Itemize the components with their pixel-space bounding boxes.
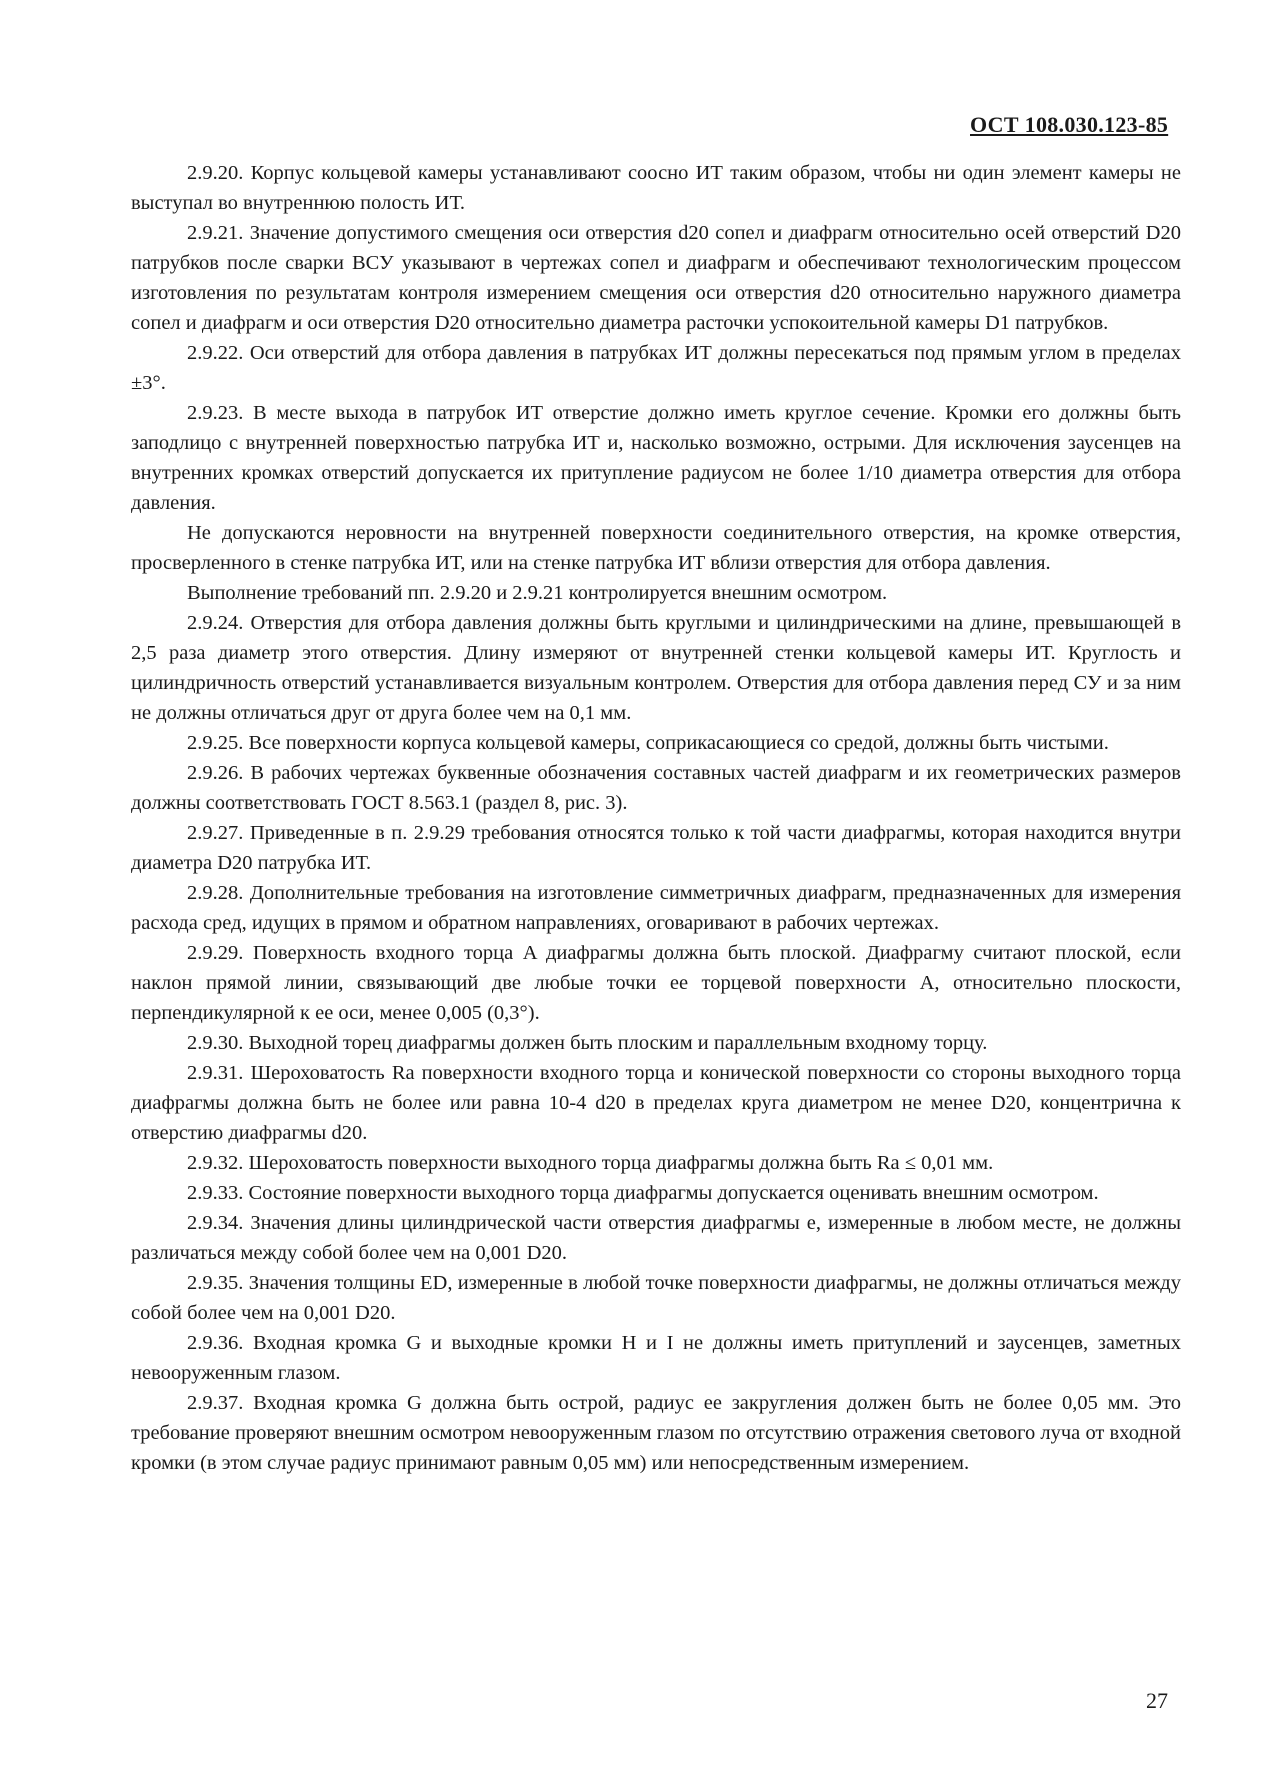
paragraph-2-9-37: 2.9.37. Входная кромка G должна быть острой, радиус ее закругления должен быть не более 0,05 мм. Это требование проверяют внешним осмотром невооруженным глазом по отсутствию отражения светового луча от входной кромки (в этом случае радиус принимают равным 0,05 мм) или непосредственным измерением. [131,1392,1181,1474]
paragraph-2-9-33: 2.9.33. Состояние поверхности выходного торца диафрагмы допускается оценивать внешним осмотром. [187,1182,1099,1204]
paragraph-2-9-27: 2.9.27. Приведенные в п. 2.9.29 требования относятся только к той части диафрагмы, которая находится внутри диаметра D20 патрубка ИТ. [131,822,1181,874]
page-number: 27 [1146,1688,1168,1713]
paragraph-2-9-34: 2.9.34. Значения длины цилиндрической части отверстия диафрагмы e, измеренные в любом месте, не должны различаться между собой более чем на 0,001 D20. [131,1212,1181,1264]
paragraph-inspection-note: Выполнение требований пп. 2.9.20 и 2.9.21 контролируется внешним осмотром. [187,582,888,604]
paragraph-2-9-31: 2.9.31. Шероховатость Ra поверхности входного торца и конической поверхности со стороны выходного торца диафрагмы должна быть не более или равна 10-4 d20 в пределах круга диаметром не менее D20, концентрична к отверстию диафрагмы d20. [131,1062,1181,1144]
paragraph-irregularities: Не допускаются неровности на внутренней поверхности соединительного отверстия, на кромке отверстия, просверленного в стенке патрубка ИТ, или на стенке патрубка ИТ вблизи отверстия для отбора давления. [131,522,1181,574]
paragraph-2-9-32: 2.9.32. Шероховатость поверхности выходного торца диафрагмы должна быть Ra ≤ 0,01 мм. [187,1152,994,1174]
paragraph-2-9-25: 2.9.25. Все поверхности корпуса кольцевой камеры, соприкасающиеся со средой, должны быть чистыми. [187,732,1109,754]
document-code-header: ОСТ 108.030.123-85 [970,112,1169,137]
paragraph-2-9-22: 2.9.22. Оси отверстий для отбора давления в патрубках ИТ должны пересекаться под прямым углом в пределах ±3°. [131,342,1181,394]
paragraph-2-9-26: 2.9.26. В рабочих чертежах буквенные обозначения составных частей диафрагм и их геометрических размеров должны соответствовать ГОСТ 8.563.1 (раздел 8, рис. 3). [131,762,1181,814]
document-body [131,158,1181,1478]
paragraph-2-9-21: 2.9.21. Значение допустимого смещения оси отверстия d20 сопел и диафрагм относительно осей отверстий D20 патрубков после сварки ВСУ указывают в чертежах сопел и диафрагм и обеспечивают технологическим процессом изготовления по результатам контроля измерением смещения оси отверстия d20 относительно наружного диаметра сопел и диафрагм и оси отверстия D20 относительно диаметра расточки успокоительной камеры D1 патрубков. [131,222,1181,334]
paragraph-2-9-23: 2.9.23. В месте выхода в патрубок ИТ отверстие должно иметь круглое сечение. Кромки его должны быть заподлицо с внутренней поверхностью патрубка ИТ и, насколько возможно, острыми. Для исключения заусенцев на внутренних кромках отверстий допускается их притупление радиусом не более 1/10 диаметра отверстия для отбора давления. [131,402,1181,514]
paragraph-2-9-30: 2.9.30. Выходной торец диафрагмы должен быть плоским и параллельным входному торцу. [187,1032,988,1054]
paragraph-2-9-29: 2.9.29. Поверхность входного торца A диафрагмы должна быть плоской. Диафрагму считают плоской, если наклон прямой линии, связывающий две любые точки ее торцевой поверхности A, относительно плоскости, перпендикулярной к ее оси, менее 0,005 (0,3°). [131,942,1181,1024]
paragraph-2-9-35: 2.9.35. Значения толщины ED, измеренные в любой точке поверхности диафрагмы, не должны отличаться между собой более чем на 0,001 D20. [131,1272,1181,1324]
paragraph-2-9-36: 2.9.36. Входная кромка G и выходные кромки H и I не должны иметь притуплений и заусенцев, заметных невооруженным глазом. [131,1332,1181,1384]
paragraph-2-9-28: 2.9.28. Дополнительные требования на изготовление симметричных диафрагм, предназначенных для измерения расхода сред, идущих в прямом и обратном направлениях, оговаривают в рабочих чертежах. [131,882,1181,934]
paragraph-2-9-20: 2.9.20. Корпус кольцевой камеры устанавливают соосно ИТ таким образом, чтобы ни один элемент камеры не выступал во внутреннюю полость ИТ. [131,162,1181,214]
paragraph-2-9-24: 2.9.24. Отверстия для отбора давления должны быть круглыми и цилиндрическими на длине, превышающей в 2,5 раза диаметр этого отверстия. Длину измеряют от внутренней стенки кольцевой камеры ИТ. Круглость и цилиндричность отверстий устанавливается визуальным контролем. Отверстия для отбора давления перед СУ и за ним не должны отличаться друг от друга более чем на 0,1 мм. [131,612,1181,724]
